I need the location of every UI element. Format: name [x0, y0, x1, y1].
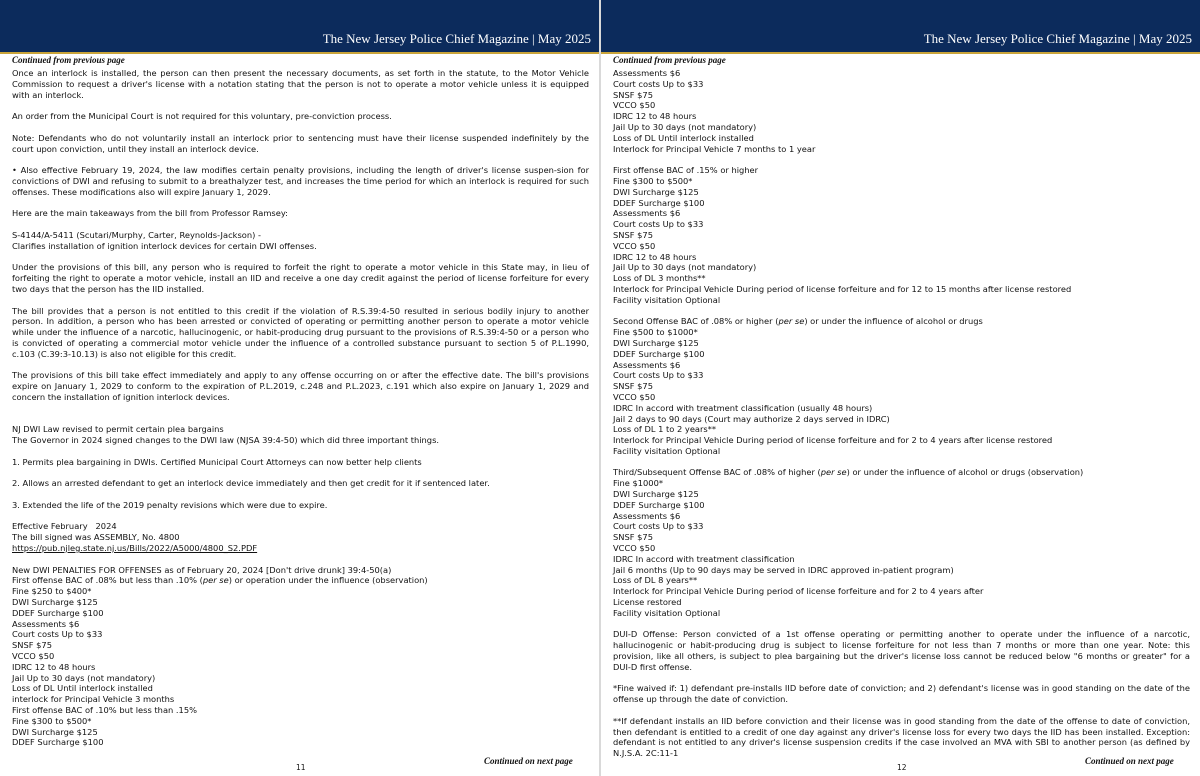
list-item: Fine $300 to $500*	[12, 715, 92, 726]
page-number: 11	[296, 763, 306, 772]
page-12	[601, 0, 1200, 776]
paragraph: Here are the main takeaways from the bill from Professor Ramsey:	[12, 208, 288, 219]
continued-from-previous: Continued from previous page	[12, 55, 125, 65]
list-item: IDRC 12 to 48 hours	[613, 111, 697, 122]
continued-on-next: Continued on next page	[484, 756, 573, 766]
paragraph: An order from the Municipal Court is not required for this voluntary, pre-conviction process.	[12, 111, 392, 122]
list-item: DWI Surcharge $125	[613, 489, 699, 500]
list-item: VCCO $50	[613, 391, 656, 402]
penalties-heading: New DWI PENALTIES FOR OFFENSES as of February 20, 2024 [Don't drive drunk] 39:4-50(a)	[12, 564, 392, 575]
list-item: DDEF Surcharge $100	[613, 499, 705, 510]
magazine-title: The New Jersey Police Chief Magazine | May 2025	[923, 31, 1192, 46]
list-item: Jail Up to 30 days (not mandatory)	[12, 672, 156, 683]
bill-summary: Clarifies installation of ignition interlock devices for certain DWI offenses.	[12, 240, 317, 251]
penalty-list	[12, 586, 589, 748]
list-item: Court costs Up to $33	[613, 78, 704, 89]
list-item: DWI Surcharge $125	[12, 597, 98, 608]
footnote-iid: **If defendant installs an IID before conviction and their license was in good standing from the date of the offense to date of conviction, then defendant is entitled to a credit of one day against any driver's license loss for every two days the IID has been installed. Exception: defendant is not entitled to any driver's license suspension credits if the case involved an MVA with SBI to another person (as defined by N.J.S.A. 2C:11-1	[613, 715, 1190, 759]
list-item: Jail 6 months (Up to 90 days may be served in IDRC approved in-patient program)	[613, 564, 954, 575]
list-item: Facility visitation Optional	[613, 294, 721, 305]
list-item: Interlock for Principal Vehicle During period of license forfeiture and for 12 to 15 months after license restored	[613, 283, 1072, 294]
list-item: Loss of DL 8 years**	[613, 575, 698, 586]
penalty-list	[613, 68, 1190, 154]
article-body	[12, 55, 589, 748]
list-item: IDRC In accord with treatment classification	[613, 553, 795, 564]
list-item: IDRC 12 to 48 hours	[613, 251, 697, 262]
list-item: DDEF Surcharge $100	[12, 607, 104, 618]
list-item: Facility visitation Optional	[613, 607, 721, 618]
list-point: 1. Permits plea bargaining in DWIs. Certified Municipal Court Attorneys can now better help clients	[12, 456, 422, 467]
list-item: VCCO $50	[613, 100, 656, 111]
page-11	[0, 0, 599, 776]
list-item: DWI Surcharge $125	[613, 337, 699, 348]
paragraph: Under the provisions of this bill, any person who is required to forfeit the right to operate a motor vehicle in this State may, in lieu of forfeiting the right to operate a motor vehicle, install an IID and receive a one day credit against the period of license forfeiture for every two days that the person has the IID installed.	[12, 262, 589, 294]
list-item: SNSF $75	[12, 640, 52, 651]
page-header	[0, 0, 599, 54]
list-item: Jail Up to 30 days (not mandatory)	[613, 262, 757, 273]
footnote-fine: *Fine waived if: 1) defendant pre-installs IID before date of conviction; and 2) defendant's license was in good standing on the date of the offense up through the date of conviction.	[613, 683, 1190, 705]
paragraph: The provisions of this bill take effect immediately and apply to any offense occurring on or after the effective date. The bill's provisions expire on January 1, 2029 to conform to the expiration of P.L.2019, c.248 and P.L.2023, c.191 which also expire on January 1, 2029 and concern the installation of ignition interlock devices.	[12, 370, 589, 402]
list-item: Assessments $6	[613, 208, 681, 219]
paragraph: The Governor in 2024 signed changes to the DWI law (NJSA 39:4-50) which did three important things.	[12, 435, 440, 446]
penalty-list	[613, 165, 1190, 305]
list-item: Jail 2 days to 90 days (Court may authorize 2 days served in IDRC)	[613, 413, 890, 424]
list-item: Loss of DL Until interlock installed	[12, 683, 153, 694]
list-item: Fine $500 to $1000*	[613, 327, 698, 338]
list-item: DWI Surcharge $125	[12, 726, 98, 737]
list-item: Facility visitation Optional	[613, 445, 721, 456]
list-item: Court costs Up to $33	[613, 521, 704, 532]
list-item: SNSF $75	[613, 89, 653, 100]
list-item: IDRC 12 to 48 hours	[12, 661, 96, 672]
penalty-list	[613, 478, 1190, 618]
list-item: SNSF $75	[613, 532, 653, 543]
bill-number: S-4144/A-5411 (Scutari/Murphy, Carter, Reynolds-Jackson) -	[12, 229, 261, 240]
list-item: SNSF $75	[613, 229, 653, 240]
list-item: DDEF Surcharge $100	[613, 197, 705, 208]
offense-heading: First offense BAC of .08% but less than .10% (per se) or operation under the influence (observation)	[12, 575, 428, 586]
continued-from-previous: Continued from previous page	[613, 55, 726, 65]
article-body	[613, 55, 1190, 759]
list-item: DDEF Surcharge $100	[613, 348, 705, 359]
page-number: 12	[897, 763, 907, 772]
list-point: 3. Extended the life of the 2019 penalty revisions which were due to expire.	[12, 499, 328, 510]
list-item: Fine $250 to $400*	[12, 586, 92, 597]
list-item: SNSF $75	[613, 381, 653, 392]
bill-signed: The bill signed was ASSEMBLY, No. 4800	[12, 532, 180, 543]
list-item: Court costs Up to $33	[12, 629, 103, 640]
list-item: Loss of DL Until interlock installed	[613, 132, 754, 143]
list-item: DDEF Surcharge $100	[12, 737, 104, 748]
effective-date: Effective February 2024	[12, 521, 117, 532]
list-item: VCCO $50	[613, 543, 656, 554]
list-item: Interlock for Principal Vehicle During period of license forfeiture and for 2 to 4 years after	[613, 586, 984, 597]
list-item: Assessments $6	[12, 618, 80, 629]
list-item: Interlock for Principal Vehicle During period of license forfeiture and for 2 to 4 years after license restored	[613, 435, 1053, 446]
list-item: Court costs Up to $33	[613, 219, 704, 230]
list-item: Loss of DL 1 to 2 years**	[613, 424, 717, 435]
list-item: Assessments $6	[613, 510, 681, 521]
continued-on-next: Continued on next page	[1085, 756, 1174, 766]
list-item: Jail Up to 30 days (not mandatory)	[613, 121, 757, 132]
list-point: 2. Allows an arrested defendant to get an interlock device immediately and then get credit for it if sentenced later.	[12, 478, 490, 489]
list-item: Assessments $6	[613, 359, 681, 370]
list-item: IDRC In accord with treatment classification (usually 48 hours)	[613, 402, 873, 413]
list-item: Assessments $6	[613, 68, 681, 78]
paragraph: • Also effective February 19, 2024, the law modifies certain penalty provisions, including the length of driver's license suspen-sion for convictions of DWI and refusing to submit to a breathalyzer test, and increases the time period for which an interlock is required for such offenses. These modifications also will expire January 1, 2029.	[12, 165, 589, 197]
list-item: VCCO $50	[12, 651, 55, 662]
list-item: First offense BAC of .15% or higher	[613, 165, 759, 176]
list-item: Interlock for Principal Vehicle 7 months to 1 year	[613, 143, 816, 154]
paragraph: DUI-D Offense: Person convicted of a 1st offense operating or permitting another to operate under the influence of a narcotic, hallucinogenic or habit-producing drug is subject to license forfeiture for not less than 7 months or more than one year. Note: this provision, like all others, is subject to plea bargaining but the driver's license loss cannot be reduced below "6 months or greater" for a DUI-D first offense.	[613, 629, 1190, 672]
section-heading: NJ DWI Law revised to permit certain plea bargains	[12, 424, 224, 435]
list-item: Fine $1000*	[613, 478, 664, 489]
bill-link[interactable]: https://pub.njleg.state.nj.us/Bills/2022/A5000/4800_S2.PDF	[12, 543, 258, 554]
penalty-list	[613, 327, 1190, 457]
offense-heading: Third/Subsequent Offense BAC of .08% of higher (per se) or under the influence of alcohol or drugs (observation)	[613, 467, 1084, 478]
list-item: DWI Surcharge $125	[613, 186, 699, 197]
list-item: VCCO $50	[613, 240, 656, 251]
page-header	[601, 0, 1200, 54]
list-item: Fine $300 to $500*	[613, 175, 693, 186]
list-item: License restored	[613, 597, 682, 608]
paragraph: Once an interlock is installed, the person can then present the necessary documents, as set forth in the statute, to the Motor Vehicle Commission to request a driver's license with a notation stating that the person is not to operate a motor vehicle unless it is equipped with an interlock.	[12, 68, 589, 100]
paragraph: Note: Defendants who do not voluntarily install an interlock prior to sentencing must have their license suspended indefinitely by the court upon conviction, until they install an interlock device.	[12, 132, 589, 154]
offense-heading: Second Offense BAC of .08% or higher (per se) or under the influence of alcohol or drugs	[613, 316, 983, 327]
magazine-title: The New Jersey Police Chief Magazine | May 2025	[322, 31, 591, 46]
paragraph: The bill provides that a person is not entitled to this credit if the violation of R.S.39:4-50 resulted in serious bodily injury to another person. In addition, a person who has been arrested or convicted of operating or permitting another person to operate a motor vehicle while under the influence of a narcotic, hallucinogenic, or habit-producing drug pursuant to the provisions of R.S.39:4-50 or a person who is convicted of operating a commercial motor vehicle under the influence of a controlled substance pursuant to section 5 of P.L.1990, c.103 (C.39:3-10.13) is also not eligible for this credit.	[12, 305, 589, 359]
list-item: Loss of DL 3 months**	[613, 273, 706, 284]
list-item: interlock for Principal Vehicle 3 months	[12, 694, 175, 705]
list-item: First offense BAC of .10% but less than .15%	[12, 705, 197, 716]
list-item: Court costs Up to $33	[613, 370, 704, 381]
